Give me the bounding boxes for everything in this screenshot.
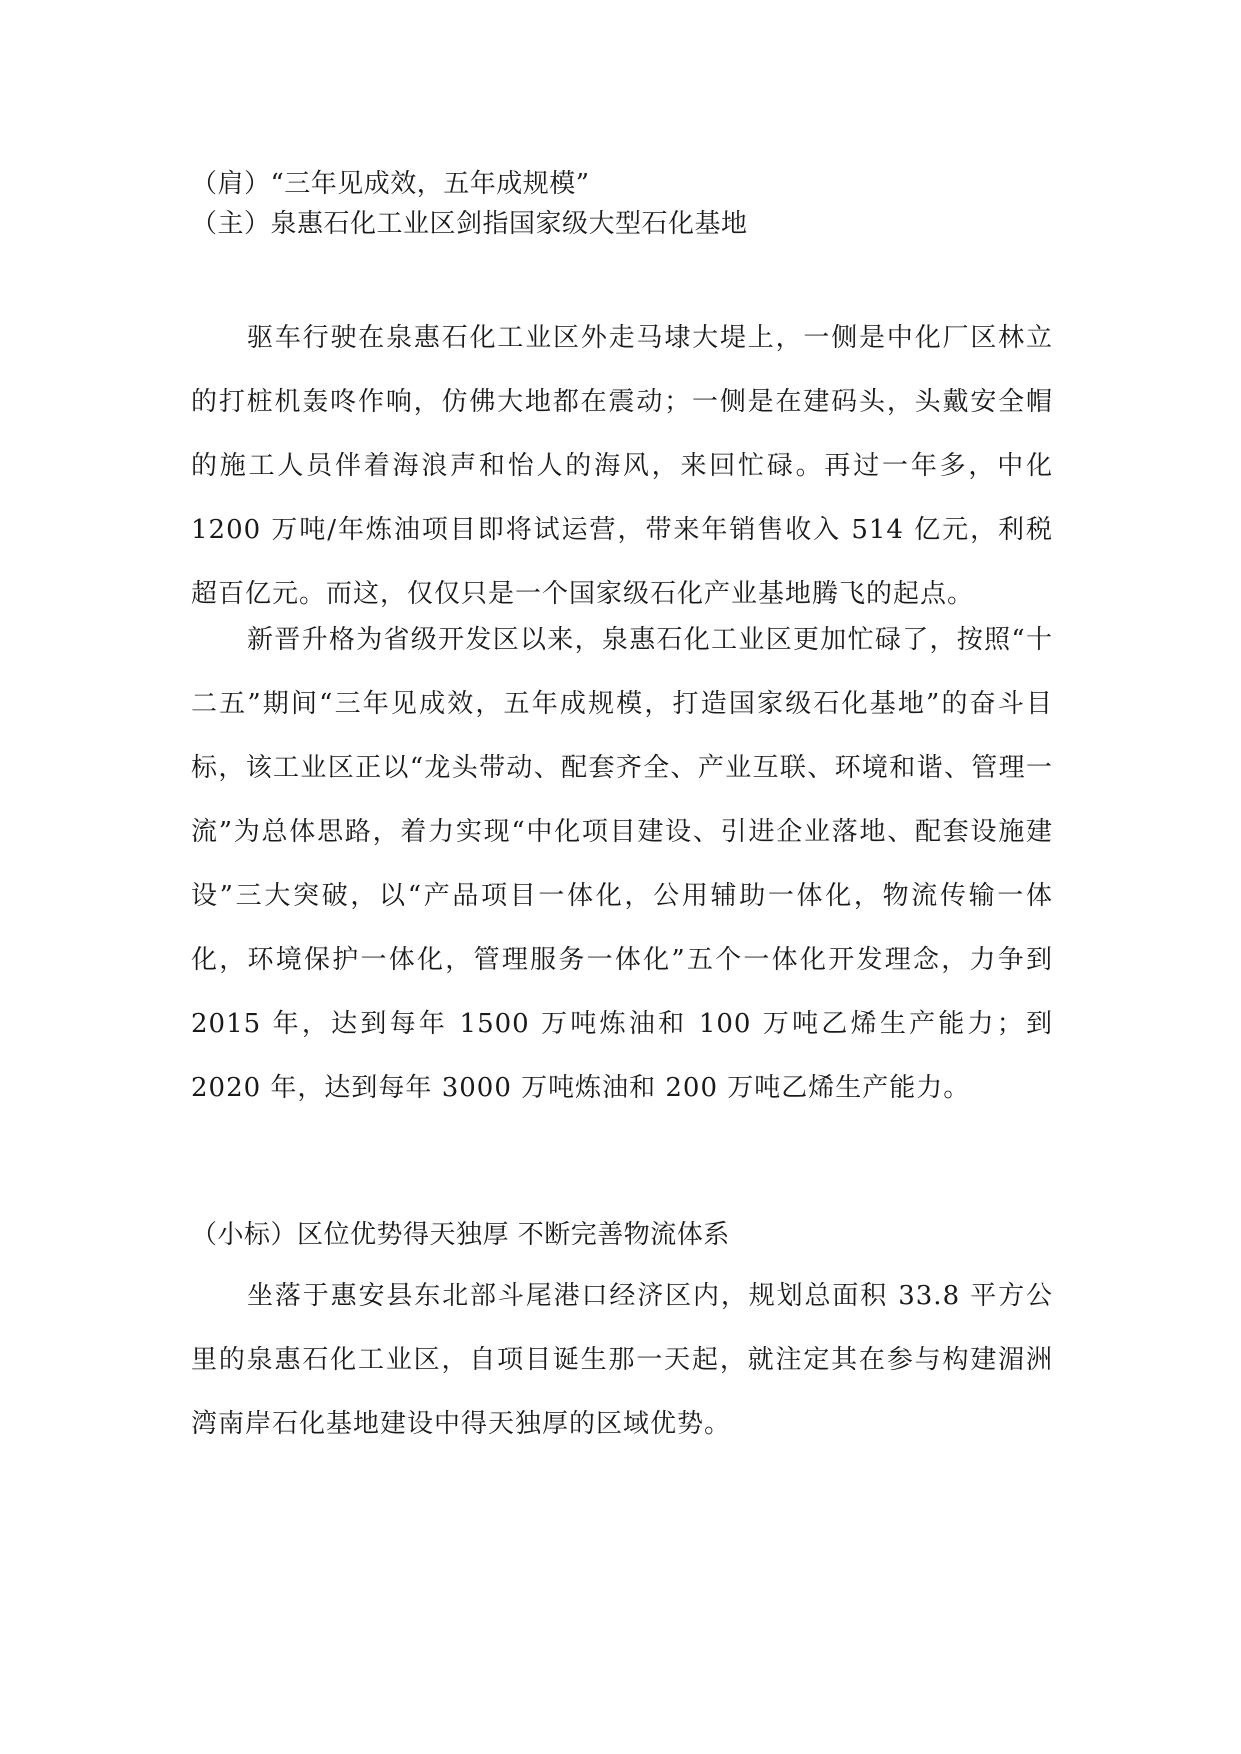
kicker-line: （肩）“三年见成效，五年成规模” <box>191 169 590 199</box>
body-paragraph-3: 坐落于惠安县东北部斗尾港口经济区内，规划总面积 33.8 平方公里的泉惠石化工业区，自项目诞生那一天起，就注定其在参与构建湄洲湾南岸石化基地建设中得天独厚的区域优势。 <box>191 1281 1053 1439</box>
body-paragraph-2: 新晋升格为省级开发区以来，泉惠石化工业区更加忙碌了，按照“十二五”期间“三年见成效，五年成规模，打造国家级石化基地”的奋斗目标，该工业区正以“龙头带动、配套齐全、产业互联、环境和谐、管理一流”为总体思路，着力实现“中化项目建设、引进企业落地、配套设施建设”三大突破，以“产品项目一体化，公用辅助一体化，物流传输一体化，环境保护一体化，管理服务一体化”五个一体化开发理念，力争到 2015 年，达到每年 1500 万吨炼油和 100 万吨乙烯生产能力；到 2020 年，达到每年 3000 万吨炼油和 200 万吨乙烯生产能力。 <box>191 625 1053 1103</box>
headline: （主）泉惠石化工业区剑指国家级大型石化基地 <box>191 209 748 239</box>
subheading: （小标）区位优势得天独厚 不断完善物流体系 <box>191 1220 730 1250</box>
body-paragraph-1: 驱车行驶在泉惠石化工业区外走马埭大堤上，一侧是中化厂区林立的打桩机轰咚作响，仿佛大地都在震动；一侧是在建码头，头戴安全帽的施工人员伴着海浪声和怡人的海风，来回忙碌。再过一年多，中化 1200 万吨/年炼油项目即将试运营，带来年销售收入 514 亿元，利税超百亿元。而这，仅仅只是一个国家级石化产业基地腾飞的起点。 <box>191 323 1053 609</box>
